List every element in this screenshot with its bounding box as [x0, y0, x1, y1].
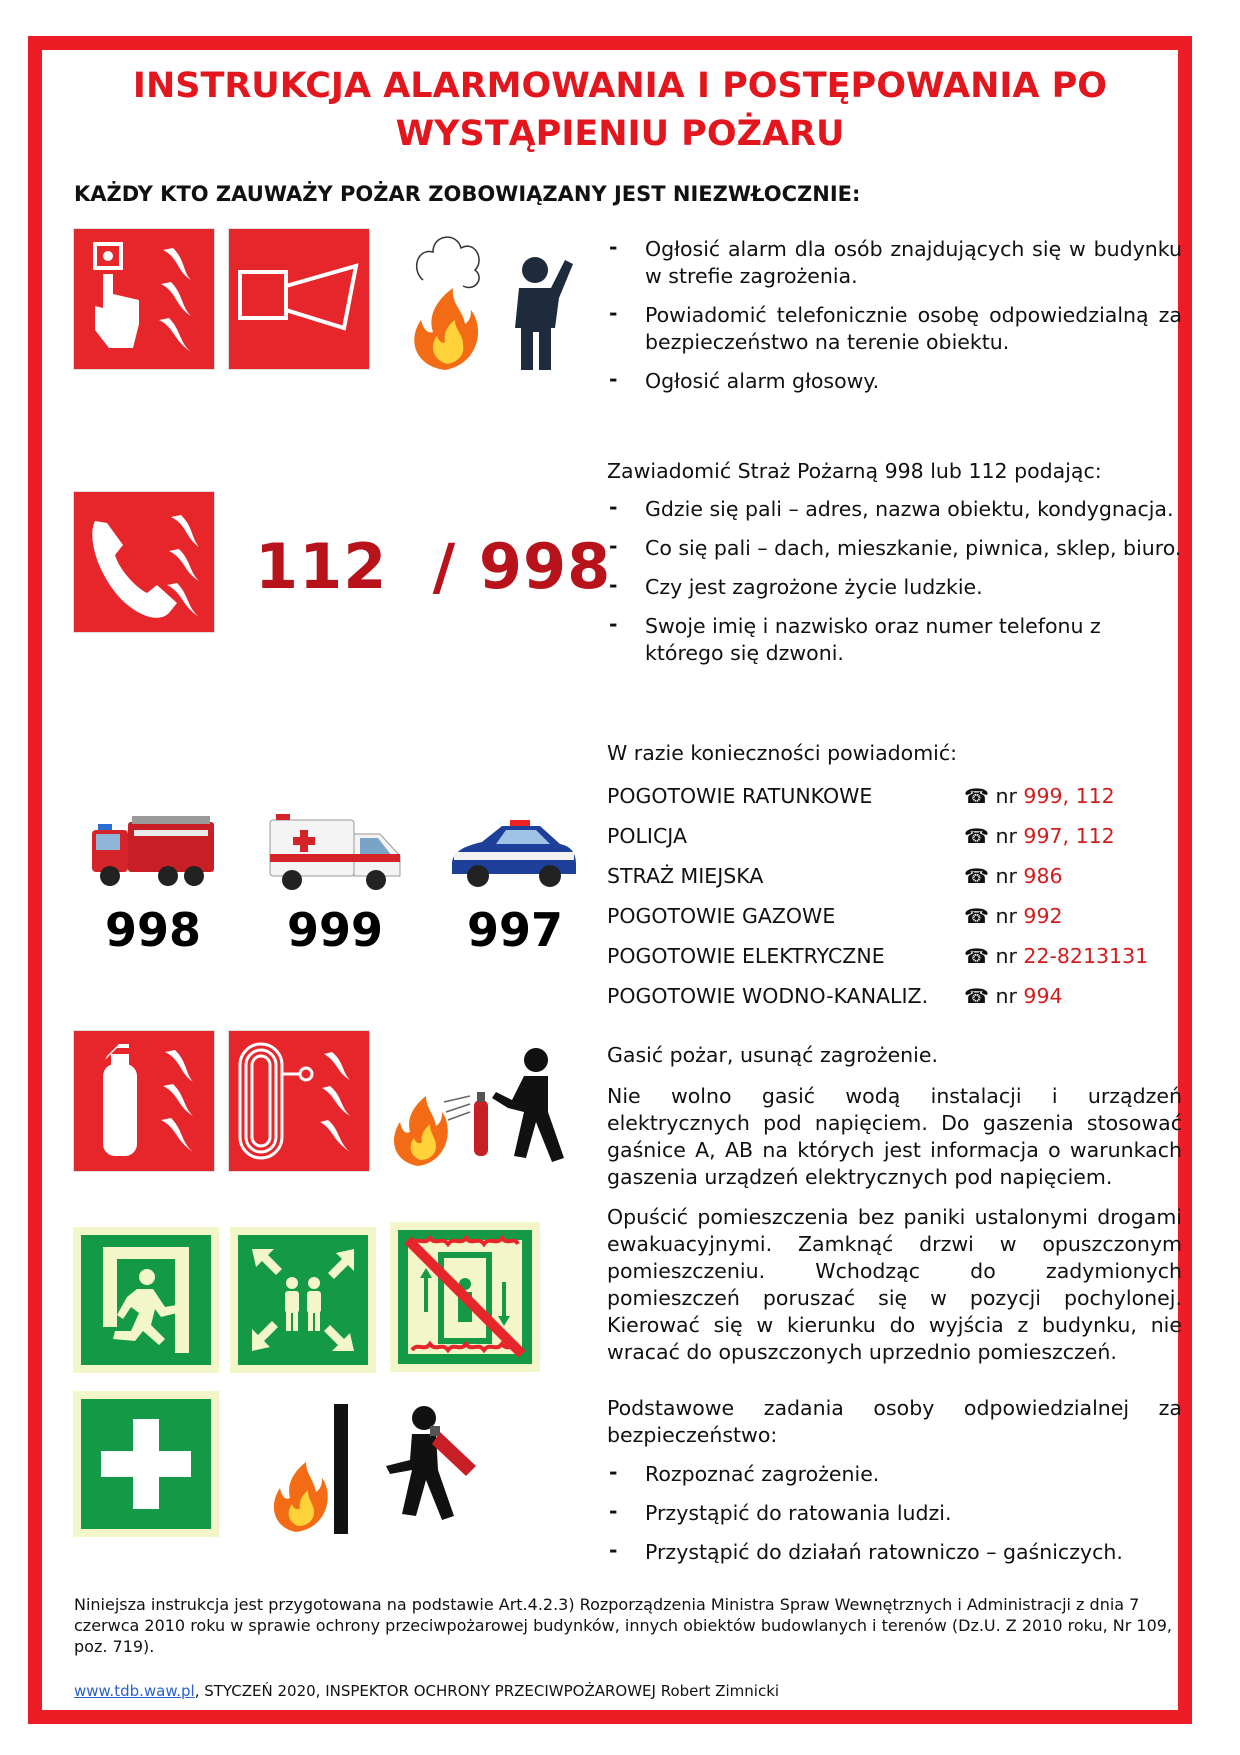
section-intro: Zawiadomić Straż Pożarną 998 lub 112 podając: [607, 459, 1102, 483]
telephone-icon: ☎ [964, 904, 989, 928]
phone-prefix: nr [995, 984, 1017, 1008]
section-intro: Gasić pożar, usunąć zagrożenie. [607, 1043, 939, 1067]
section-fire-brigade [607, 458, 1182, 667]
person-extinguishing-fire-icon [388, 1046, 578, 1172]
list-item: - Ogłosić alarm dla osób znajdujących się w budynku w strefie zagrożenia. [607, 236, 1182, 290]
telephone-icon: ☎ [964, 984, 989, 1008]
telephone-icon: ☎ [964, 824, 989, 848]
telephone-icon: ☎ [964, 864, 989, 888]
section-alarm-steps [607, 236, 1182, 395]
contact-name: POLICJA [607, 824, 687, 848]
fire-alarm-horn-sign [228, 228, 370, 370]
contact-row [607, 864, 1182, 904]
fire-brigade-number: 998 [104, 903, 202, 957]
contact-row [607, 824, 1182, 864]
no-elevator-in-fire-sign [390, 1222, 540, 1372]
contact-number: 997, 112 [1023, 824, 1115, 848]
fire-extinguisher-sign [73, 1030, 215, 1172]
list-item: - Gdzie się pali – adres, nazwa obiektu, kondygnacja. [607, 496, 1182, 523]
list-item: - Ogłosić alarm głosowy. [607, 368, 1182, 395]
police-number: 997 [466, 903, 564, 957]
emergency-exit-sign [73, 1227, 219, 1373]
telephone-icon: ☎ [964, 944, 989, 968]
phone-prefix: nr [995, 944, 1017, 968]
ambulance-icon [266, 812, 406, 896]
contact-number: 986 [1023, 864, 1063, 888]
assembly-point-sign [230, 1227, 376, 1373]
list-item: - Przystąpić do działań ratowniczo – gaśniczych. [607, 1539, 1182, 1566]
person-raising-hand-icon [505, 254, 575, 372]
contact-name: POGOTOWIE GAZOWE [607, 904, 836, 928]
contact-number: 999, 112 [1023, 784, 1115, 808]
contact-name: POGOTOWIE WODNO-KANALIZ. [607, 984, 929, 1008]
list-item: - Czy jest zagrożone życie ludzkie. [607, 574, 1182, 601]
fire-telephone-sign [73, 491, 215, 633]
list-item: - Swoje imię i nazwisko oraz numer telefonu z którego się dzwoni. [607, 613, 1182, 667]
contact-name: POGOTOWIE ELEKTRYCZNE [607, 944, 885, 968]
list-item: - Powiadomić telefonicznie osobę odpowiedzialną za bezpieczeństwo na terenie obiektu. [607, 302, 1182, 356]
section-evacuation [607, 1204, 1182, 1366]
phone-prefix: nr [995, 864, 1017, 888]
first-aid-sign [73, 1391, 219, 1537]
list-item: - Rozpoznać zagrożenie. [607, 1461, 1182, 1488]
contact-number: 22-8213131 [1023, 944, 1149, 968]
phone-prefix: nr [995, 824, 1017, 848]
section-extinguish [607, 1042, 1182, 1191]
contact-name: POGOTOWIE RATUNKOWE [607, 784, 873, 808]
section-intro: W razie konieczności powiadomić: [607, 741, 958, 765]
phone-prefix: nr [995, 904, 1017, 928]
section-text: Nie wolno gasić wodą instalacji i urządzeń elektrycznych pod napięciem. Do gaszenia stosować gaśnice A, AB na których jest informacja o warunkach gaszenia urządzeń elektrycznych pod napięciem. [607, 1084, 1182, 1189]
section-text: Opuścić pomieszczenia bez paniki ustalonymi drogami ewakuacyjnymi. Zamknąć drzwi w opuszczonym pomieszczeniu. Wchodząc do zadymionych pomieszczeń poruszać się w pozycji pochylonej. Kierować się w kierunku do wyjścia z budynku, nie wracać do opuszczonych uprzednio pomieszczeń. [607, 1205, 1182, 1364]
contact-row [607, 944, 1182, 984]
telephone-icon: ☎ [964, 784, 989, 808]
section-intro: Podstawowe zadania osoby odpowiedzialnej za bezpieczeństwo: [607, 1396, 1182, 1447]
legal-basis-note: Niniejsza instrukcja jest przygotowana na podstawie Art.4.2.3) Rozporządzenia Ministra Spraw Wewnętrznych i Administracji z dnia 7 czerwca 2010 roku w sprawie ochrony przeciwpożarowej budynków, innych obiektów budowlanych i terenów (Dz.U. Z 2010 roku, Nr 109, poz. 719). [74, 1595, 1173, 1656]
contact-name: STRAŻ MIEJSKA [607, 864, 764, 888]
list-item: - Co się pali – dach, mieszkanie, piwnica, sklep, biuro. [607, 535, 1182, 562]
emergency-number: 112 / 998 [255, 530, 612, 603]
author-credit [74, 1682, 779, 1700]
contact-row [607, 984, 1182, 1024]
list-item: - Przystąpić do ratowania ludzi. [607, 1500, 1182, 1527]
contacts-table [607, 784, 1182, 1024]
police-car-icon [448, 812, 578, 892]
contact-row [607, 784, 1182, 824]
fire-hose-sign [228, 1030, 370, 1172]
ambulance-number: 999 [286, 903, 384, 957]
phone-prefix: nr [995, 784, 1017, 808]
section-notify-intro [607, 740, 1182, 767]
fire-door-person-extinguisher-icon [270, 1404, 500, 1534]
contact-row [607, 904, 1182, 944]
contact-number: 992 [1023, 904, 1063, 928]
credit-text: , STYCZEŃ 2020, INSPEKTOR OCHRONY PRZECIWPOŻAROWEJ Robert Zimnicki [194, 1682, 780, 1700]
fire-smoke-icon [405, 230, 485, 370]
fire-truck-icon [88, 812, 218, 892]
section-responsible-person [607, 1395, 1182, 1566]
website-link[interactable]: www.tdb.waw.pl [74, 1682, 195, 1700]
fire-alarm-button-sign [73, 228, 215, 370]
contact-number: 994 [1023, 984, 1063, 1008]
page-title: INSTRUKCJA ALARMOWANIA I POSTĘPOWANIA PO WYSTĄPIENIU POŻARU [132, 66, 1108, 154]
section-subheading: KAŻDY KTO ZAUWAŻY POŻAR ZOBOWIĄZANY JEST NIEZWŁOCZNIE: [74, 182, 861, 206]
